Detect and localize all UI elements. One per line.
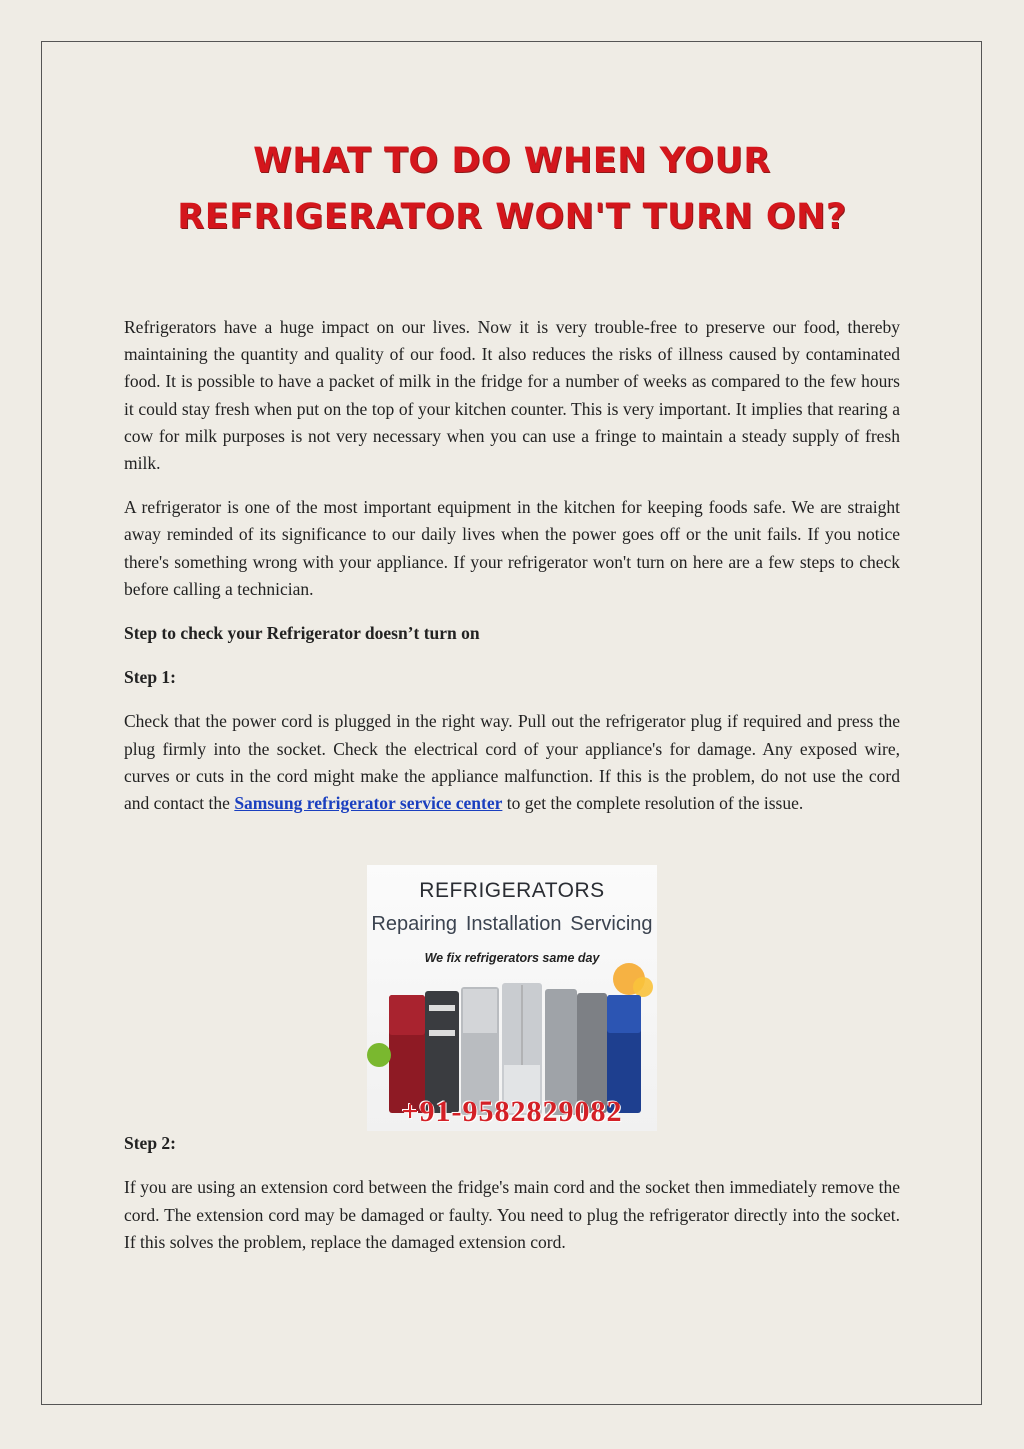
step-2-label: Step 2:	[124, 1133, 177, 1154]
steps-heading: Step to check your Refrigerator doesn’t turn on	[124, 623, 480, 644]
ad-tagline: We fix refrigerators same day	[424, 951, 600, 965]
step-1-paragraph	[124, 708, 900, 817]
step-1-label: Step 1:	[124, 667, 177, 688]
step-2-paragraph: If you are using an extension cord between the fridge's main cord and the socket then immediately remove the cord. The extension cord may be damaged or faulty. You need to plug the refrigerator directly into the socket. If this solves the problem, replace the damaged extension cord.	[124, 1177, 900, 1252]
ad-service-repairing: Repairing	[371, 913, 458, 935]
ad-title: REFRIGERATORS	[419, 879, 605, 902]
intro-paragraph-2: A refrigerator is one of the most important equipment in the kitchen for keeping foods safe. We are straight away reminded of its significance to our daily lives when the power goes off or the unit fails. If you notice there's something wrong with your appliance. If your refrigerator won't turn on here are a few steps to check before calling a technician.	[124, 497, 900, 599]
ad-service-installation: Installation	[465, 913, 562, 935]
intro-paragraph-1: Refrigerators have a huge impact on our lives. Now it is very trouble-free to preserve our food, thereby maintaining the quantity and quality of our food. It also reduces the risks of illness caused by contaminated food. It is possible to have a packet of milk in the fridge for a number of weeks as compared to the few hours it could stay fresh when put on the top of your kitchen counter. This is very important. It implies that rearing a cow for milk purposes is not very necessary when you can use a fringe to maintain a steady supply of fresh milk.	[124, 317, 900, 474]
refrigerator-service-ad-image	[367, 865, 657, 1131]
step-1-text-before: Check that the power cord is plugged in the right way. Pull out the refrigerator plug if required and press the plug firmly into the socket. Check the electrical cord of your appliance's for damage. Any exposed wire, curves or cuts in the cord might make the appliance malfunction. If this is the problem, do not use the cord and contact the	[124, 711, 900, 814]
samsung-service-center-link[interactable]: Samsung refrigerator service center	[234, 793, 503, 814]
step-1-text-after: to get the complete resolution of the issue.	[502, 793, 804, 814]
ad-phone-number: +91-9582829082	[401, 1095, 623, 1128]
ad-service-servicing: Servicing	[570, 913, 653, 935]
page-title	[0, 133, 1024, 245]
title-line-1: WHAT TO DO WHEN YOUR	[253, 141, 771, 181]
refrigerators-illustration	[367, 865, 657, 1131]
title-line-2: REFRIGERATOR WON'T TURN ON?	[177, 197, 847, 237]
